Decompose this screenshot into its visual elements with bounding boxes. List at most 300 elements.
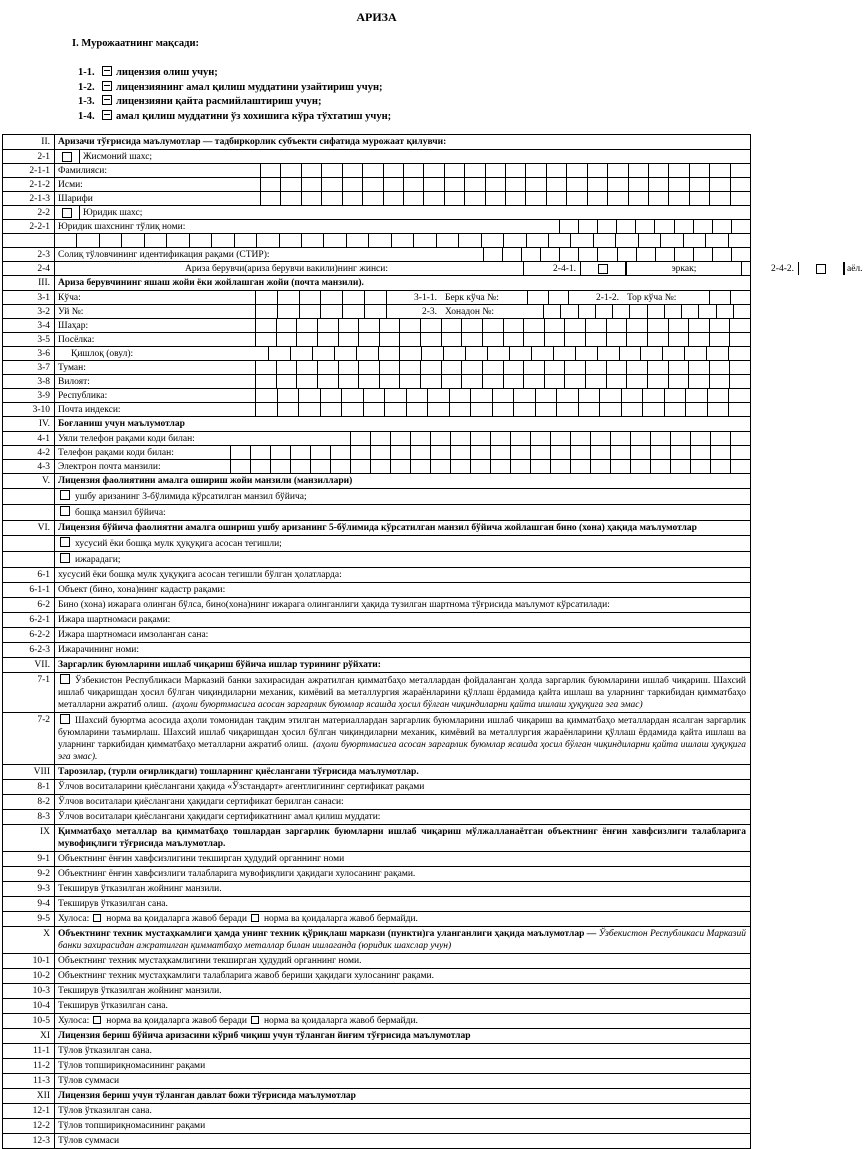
char-cell[interactable]	[359, 361, 380, 374]
char-cell[interactable]	[364, 403, 386, 416]
char-cell[interactable]	[322, 164, 342, 177]
char-cell[interactable]	[251, 460, 271, 473]
char-cell[interactable]	[231, 446, 251, 459]
char-cell[interactable]	[511, 432, 531, 445]
char-cell[interactable]	[407, 403, 429, 416]
char-cell[interactable]	[710, 333, 731, 346]
char-cell[interactable]	[167, 234, 189, 247]
char-cell[interactable]	[689, 375, 710, 388]
char-cell[interactable]	[560, 248, 579, 261]
char-cell[interactable]	[347, 234, 369, 247]
char-cell[interactable]	[380, 333, 401, 346]
char-cell[interactable]	[531, 446, 551, 459]
char-cell[interactable]	[531, 432, 551, 445]
char-cell[interactable]	[365, 305, 386, 318]
char-cell[interactable]	[731, 291, 751, 304]
char-cell[interactable]	[339, 361, 360, 374]
char-cell[interactable]	[291, 347, 313, 360]
char-cell[interactable]	[471, 432, 491, 445]
char-cell[interactable]	[591, 446, 611, 459]
checkbox-icon[interactable]	[251, 1016, 259, 1024]
char-cell[interactable]	[321, 403, 343, 416]
char-cells[interactable]	[255, 375, 750, 388]
char-cell[interactable]	[690, 164, 710, 177]
char-cell[interactable]	[588, 192, 608, 205]
char-cell[interactable]	[281, 192, 301, 205]
checkbox-icon[interactable]	[60, 490, 70, 500]
char-cells[interactable]	[255, 319, 750, 332]
char-cell[interactable]	[565, 319, 586, 332]
char-cell[interactable]	[384, 192, 404, 205]
char-cell[interactable]	[277, 361, 298, 374]
char-cell[interactable]	[437, 234, 459, 247]
char-cell[interactable]	[579, 305, 596, 318]
char-cell[interactable]	[669, 333, 690, 346]
char-cell[interactable]	[261, 192, 281, 205]
char-cell[interactable]	[710, 192, 730, 205]
char-cells[interactable]	[260, 178, 750, 191]
char-cells[interactable]	[255, 291, 386, 304]
char-cell[interactable]	[649, 192, 669, 205]
char-cell[interactable]	[711, 460, 731, 473]
char-cell[interactable]	[343, 305, 365, 318]
char-cell[interactable]	[545, 319, 566, 332]
char-cell[interactable]	[608, 192, 628, 205]
char-cell[interactable]	[579, 389, 601, 402]
char-cell[interactable]	[471, 403, 493, 416]
char-cell[interactable]	[483, 361, 504, 374]
char-cell[interactable]	[385, 403, 407, 416]
char-cell[interactable]	[424, 192, 444, 205]
char-cell[interactable]	[491, 460, 511, 473]
char-cell[interactable]	[484, 248, 503, 261]
char-cell[interactable]	[321, 305, 343, 318]
checkbox-icon[interactable]	[93, 1016, 101, 1024]
char-cell[interactable]	[661, 234, 683, 247]
char-cell[interactable]	[636, 220, 655, 233]
char-cell[interactable]	[380, 361, 401, 374]
char-cell[interactable]	[524, 319, 545, 332]
char-cell[interactable]	[379, 347, 401, 360]
char-cell[interactable]	[613, 305, 630, 318]
char-cell[interactable]	[504, 234, 526, 247]
char-cell[interactable]	[699, 305, 716, 318]
char-cell[interactable]	[648, 361, 669, 374]
char-cell[interactable]	[444, 347, 466, 360]
char-cell[interactable]	[641, 347, 663, 360]
char-cell[interactable]	[493, 389, 515, 402]
char-cell[interactable]	[560, 220, 579, 233]
char-cell[interactable]	[545, 375, 566, 388]
char-cell[interactable]	[400, 333, 421, 346]
char-cell[interactable]	[343, 192, 363, 205]
char-cell[interactable]	[471, 389, 493, 402]
char-cell[interactable]	[431, 446, 451, 459]
char-cell[interactable]	[212, 234, 234, 247]
char-cell[interactable]	[689, 361, 710, 374]
char-cell[interactable]	[711, 432, 731, 445]
char-cell[interactable]	[297, 333, 318, 346]
char-cell[interactable]	[524, 333, 545, 346]
char-cell[interactable]	[545, 361, 566, 374]
char-cell[interactable]	[359, 319, 380, 332]
char-cell[interactable]	[404, 192, 424, 205]
char-cell[interactable]	[331, 446, 351, 459]
char-cell[interactable]	[588, 164, 608, 177]
char-cell[interactable]	[431, 460, 451, 473]
char-cells[interactable]	[709, 291, 750, 304]
char-cell[interactable]	[627, 333, 648, 346]
char-cell[interactable]	[694, 220, 713, 233]
char-cell[interactable]	[710, 375, 731, 388]
char-cell[interactable]	[706, 234, 728, 247]
char-cell[interactable]	[669, 192, 689, 205]
char-cell[interactable]	[391, 460, 411, 473]
char-cell[interactable]	[598, 220, 617, 233]
char-cell[interactable]	[729, 389, 750, 402]
char-cell[interactable]	[651, 460, 671, 473]
char-cell[interactable]	[256, 305, 278, 318]
char-cell[interactable]	[411, 460, 431, 473]
char-cell[interactable]	[598, 248, 617, 261]
char-cell[interactable]	[591, 460, 611, 473]
char-cell[interactable]	[620, 347, 642, 360]
char-cell[interactable]	[643, 389, 665, 402]
char-cell[interactable]	[256, 375, 277, 388]
char-cell[interactable]	[491, 446, 511, 459]
char-cell[interactable]	[586, 333, 607, 346]
char-cells[interactable]	[559, 220, 750, 233]
checkbox-icon[interactable]	[62, 152, 72, 162]
char-cell[interactable]	[459, 234, 481, 247]
char-cell[interactable]	[591, 432, 611, 445]
char-cell[interactable]	[579, 220, 598, 233]
char-cell[interactable]	[571, 234, 593, 247]
char-cell[interactable]	[731, 432, 750, 445]
char-cell[interactable]	[428, 389, 450, 402]
char-cell[interactable]	[631, 446, 651, 459]
char-cell[interactable]	[318, 319, 339, 332]
char-cell[interactable]	[391, 432, 411, 445]
char-cell[interactable]	[291, 446, 311, 459]
char-cell[interactable]	[278, 403, 300, 416]
char-cells[interactable]	[230, 460, 750, 473]
checkbox-icon[interactable]	[102, 81, 112, 91]
char-cell[interactable]	[731, 178, 750, 191]
char-cell[interactable]	[730, 319, 750, 332]
char-cell[interactable]	[524, 375, 545, 388]
char-cell[interactable]	[600, 389, 622, 402]
char-cell[interactable]	[421, 319, 442, 332]
char-cell[interactable]	[256, 403, 278, 416]
char-cell[interactable]	[616, 234, 638, 247]
char-cell[interactable]	[622, 403, 644, 416]
char-cell[interactable]	[730, 333, 750, 346]
char-cell[interactable]	[648, 333, 669, 346]
char-cell[interactable]	[145, 234, 167, 247]
char-cell[interactable]	[639, 234, 661, 247]
checkbox-icon[interactable]	[93, 914, 101, 922]
char-cell[interactable]	[343, 291, 365, 304]
char-cell[interactable]	[190, 234, 212, 247]
char-cell[interactable]	[277, 319, 298, 332]
char-cell[interactable]	[342, 403, 364, 416]
char-cell[interactable]	[380, 375, 401, 388]
char-cell[interactable]	[321, 389, 343, 402]
char-cell[interactable]	[269, 347, 291, 360]
char-cell[interactable]	[421, 361, 442, 374]
char-cell[interactable]	[280, 234, 302, 247]
char-cell[interactable]	[421, 333, 442, 346]
char-cell[interactable]	[257, 234, 279, 247]
char-cell[interactable]	[322, 192, 342, 205]
char-cell[interactable]	[557, 403, 579, 416]
char-cells[interactable]	[255, 361, 750, 374]
char-cell[interactable]	[365, 291, 386, 304]
char-cell[interactable]	[549, 234, 571, 247]
char-cell[interactable]	[607, 333, 628, 346]
char-cell[interactable]	[547, 178, 567, 191]
char-cell[interactable]	[669, 319, 690, 332]
char-cell[interactable]	[684, 234, 706, 247]
char-cell[interactable]	[514, 389, 536, 402]
char-cell[interactable]	[663, 347, 685, 360]
char-cell[interactable]	[588, 178, 608, 191]
char-cell[interactable]	[486, 164, 506, 177]
char-cell[interactable]	[311, 446, 331, 459]
char-cell[interactable]	[561, 305, 578, 318]
char-cell[interactable]	[465, 178, 485, 191]
char-cell[interactable]	[565, 375, 586, 388]
char-cell[interactable]	[504, 375, 525, 388]
char-cell[interactable]	[694, 248, 713, 261]
char-cell[interactable]	[527, 234, 549, 247]
char-cell[interactable]	[651, 432, 671, 445]
char-cell[interactable]	[488, 347, 510, 360]
char-cell[interactable]	[411, 432, 431, 445]
char-cell[interactable]	[364, 389, 386, 402]
char-cell[interactable]	[428, 403, 450, 416]
char-cell[interactable]	[384, 178, 404, 191]
char-cell[interactable]	[281, 164, 301, 177]
char-cells[interactable]	[260, 164, 750, 177]
char-cell[interactable]	[717, 305, 734, 318]
char-cell[interactable]	[611, 446, 631, 459]
char-cell[interactable]	[557, 389, 579, 402]
char-cell[interactable]	[261, 164, 281, 177]
char-cells[interactable]	[255, 389, 750, 402]
char-cell[interactable]	[545, 333, 566, 346]
char-cell[interactable]	[629, 192, 649, 205]
char-cell[interactable]	[369, 234, 391, 247]
char-cell[interactable]	[400, 375, 421, 388]
char-cell[interactable]	[483, 319, 504, 332]
char-cell[interactable]	[451, 432, 471, 445]
char-cell[interactable]	[486, 192, 506, 205]
char-cell[interactable]	[708, 403, 730, 416]
char-cell[interactable]	[483, 333, 504, 346]
char-cell[interactable]	[442, 361, 463, 374]
char-cell[interactable]	[256, 389, 278, 402]
char-cell[interactable]	[675, 220, 694, 233]
char-cell[interactable]	[729, 234, 750, 247]
char-cell[interactable]	[445, 164, 465, 177]
char-cell[interactable]	[339, 333, 360, 346]
char-cell[interactable]	[271, 446, 291, 459]
char-cell[interactable]	[302, 178, 322, 191]
checkbox-icon[interactable]	[102, 95, 112, 105]
char-cell[interactable]	[710, 164, 730, 177]
char-cell[interactable]	[351, 446, 371, 459]
char-cell[interactable]	[256, 333, 277, 346]
char-cell[interactable]	[608, 178, 628, 191]
char-cell[interactable]	[302, 192, 322, 205]
char-cell[interactable]	[594, 234, 616, 247]
char-cell[interactable]	[462, 333, 483, 346]
char-cell[interactable]	[322, 178, 342, 191]
char-cell[interactable]	[482, 234, 504, 247]
char-cell[interactable]	[665, 389, 687, 402]
char-cell[interactable]	[675, 248, 694, 261]
char-cell[interactable]	[297, 375, 318, 388]
char-cell[interactable]	[656, 248, 675, 261]
char-cell[interactable]	[339, 375, 360, 388]
char-cells[interactable]	[543, 305, 750, 318]
char-cells[interactable]	[527, 291, 568, 304]
char-cell[interactable]	[731, 164, 750, 177]
char-cell[interactable]	[627, 319, 648, 332]
char-cell[interactable]	[532, 347, 554, 360]
char-cell[interactable]	[731, 192, 750, 205]
char-cell[interactable]	[256, 361, 277, 374]
char-cell[interactable]	[627, 361, 648, 374]
char-cell[interactable]	[686, 389, 708, 402]
char-cell[interactable]	[445, 192, 465, 205]
checkbox-icon[interactable]	[598, 264, 608, 274]
char-cell[interactable]	[351, 432, 371, 445]
char-cell[interactable]	[631, 432, 651, 445]
char-cell[interactable]	[710, 319, 731, 332]
char-cell[interactable]	[547, 164, 567, 177]
char-cell[interactable]	[321, 291, 343, 304]
char-cell[interactable]	[522, 248, 541, 261]
char-cell[interactable]	[465, 192, 485, 205]
checkbox-icon[interactable]	[816, 264, 826, 274]
char-cell[interactable]	[504, 361, 525, 374]
char-cell[interactable]	[400, 361, 421, 374]
char-cell[interactable]	[302, 234, 324, 247]
char-cell[interactable]	[343, 178, 363, 191]
char-cell[interactable]	[567, 178, 587, 191]
char-cell[interactable]	[551, 446, 571, 459]
char-cell[interactable]	[400, 347, 422, 360]
char-cell[interactable]	[514, 403, 536, 416]
char-cell[interactable]	[385, 389, 407, 402]
char-cell[interactable]	[732, 248, 750, 261]
char-cell[interactable]	[391, 446, 411, 459]
char-cell[interactable]	[669, 164, 689, 177]
char-cell[interactable]	[629, 164, 649, 177]
char-cell[interactable]	[710, 291, 731, 304]
char-cell[interactable]	[392, 234, 414, 247]
char-cell[interactable]	[549, 291, 569, 304]
char-cell[interactable]	[256, 291, 278, 304]
char-cell[interactable]	[732, 220, 750, 233]
char-cell[interactable]	[462, 319, 483, 332]
char-cell[interactable]	[486, 178, 506, 191]
char-cell[interactable]	[231, 460, 251, 473]
char-cell[interactable]	[313, 347, 335, 360]
checkbox-icon[interactable]	[60, 553, 70, 563]
char-cell[interactable]	[711, 446, 731, 459]
char-cell[interactable]	[631, 460, 651, 473]
char-cell[interactable]	[491, 432, 511, 445]
char-cell[interactable]	[734, 305, 750, 318]
char-cell[interactable]	[445, 178, 465, 191]
char-cell[interactable]	[567, 192, 587, 205]
char-cell[interactable]	[567, 164, 587, 177]
char-cell[interactable]	[611, 432, 631, 445]
char-cell[interactable]	[483, 375, 504, 388]
char-cell[interactable]	[600, 403, 622, 416]
char-cell[interactable]	[618, 248, 637, 261]
char-cell[interactable]	[324, 234, 346, 247]
char-cell[interactable]	[608, 164, 628, 177]
char-cell[interactable]	[421, 375, 442, 388]
char-cell[interactable]	[526, 192, 546, 205]
char-cell[interactable]	[690, 192, 710, 205]
char-cell[interactable]	[299, 389, 321, 402]
char-cell[interactable]	[422, 347, 444, 360]
char-cell[interactable]	[371, 460, 391, 473]
char-cell[interactable]	[77, 234, 99, 247]
char-cell[interactable]	[511, 446, 531, 459]
char-cell[interactable]	[655, 220, 674, 233]
char-cell[interactable]	[271, 460, 291, 473]
char-cell[interactable]	[281, 178, 301, 191]
char-cell[interactable]	[55, 234, 77, 247]
char-cell[interactable]	[617, 220, 636, 233]
char-cell[interactable]	[503, 248, 522, 261]
checkbox-icon[interactable]	[60, 674, 70, 684]
checkbox-icon[interactable]	[60, 537, 70, 547]
char-cell[interactable]	[586, 375, 607, 388]
char-cell[interactable]	[665, 403, 687, 416]
char-cell[interactable]	[359, 333, 380, 346]
char-cell[interactable]	[424, 178, 444, 191]
char-cell[interactable]	[339, 319, 360, 332]
char-cell[interactable]	[576, 347, 598, 360]
char-cell[interactable]	[689, 333, 710, 346]
char-cell[interactable]	[637, 248, 656, 261]
checkbox-icon[interactable]	[102, 66, 112, 76]
char-cells[interactable]	[260, 192, 750, 205]
char-cell[interactable]	[506, 164, 526, 177]
char-cell[interactable]	[297, 319, 318, 332]
char-cell[interactable]	[471, 446, 491, 459]
char-cell[interactable]	[504, 333, 525, 346]
char-cell[interactable]	[629, 178, 649, 191]
char-cell[interactable]	[671, 432, 691, 445]
char-cell[interactable]	[318, 375, 339, 388]
char-cell[interactable]	[565, 333, 586, 346]
char-cell[interactable]	[371, 446, 391, 459]
char-cell[interactable]	[411, 446, 431, 459]
char-cell[interactable]	[278, 291, 300, 304]
char-cell[interactable]	[278, 389, 300, 402]
char-cell[interactable]	[685, 347, 707, 360]
char-cell[interactable]	[554, 347, 576, 360]
